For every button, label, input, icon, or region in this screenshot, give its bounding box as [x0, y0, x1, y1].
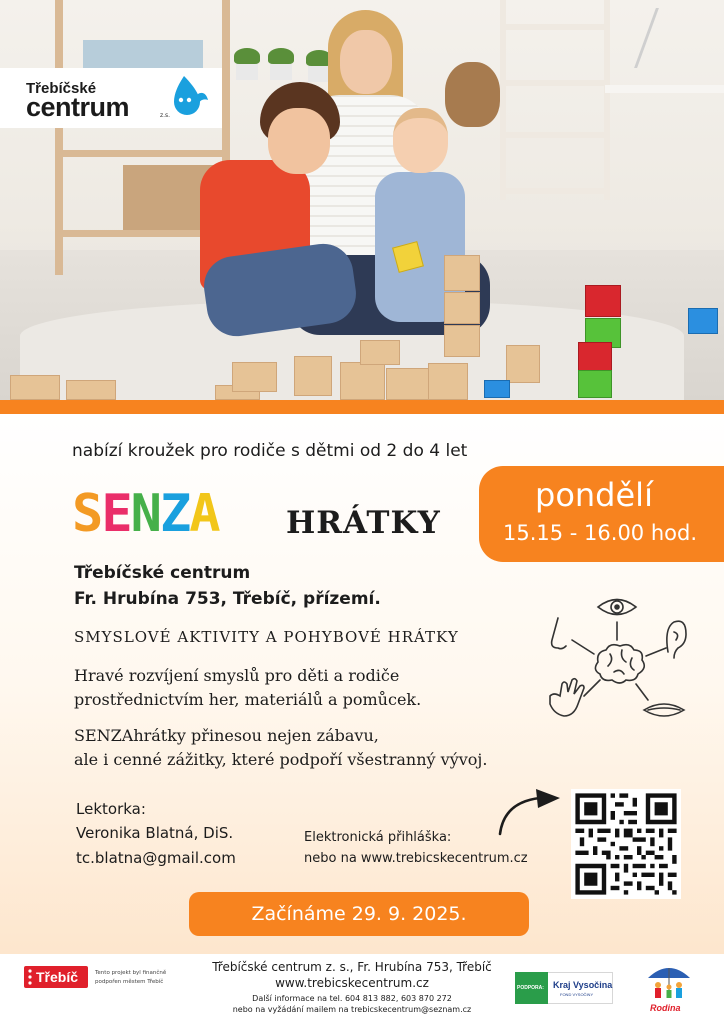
- footer-org: Třebíčské centrum z. s., Fr. Hrubína 753, Třebíč: [212, 960, 492, 974]
- activities-para2-line2: ale i cenné zážitky, které podpoří všestranný vývoj.: [74, 750, 488, 769]
- footer-info-mail: nebo na vyžádání mailem na trebicskecentrum@seznam.cz: [232, 1005, 472, 1014]
- registration-label: Elektronická přihláška:: [304, 830, 452, 845]
- region-fund: FOND VYSOČINY: [560, 992, 594, 997]
- qr-code[interactable]: [571, 789, 681, 899]
- support-label: PODPORA:: [517, 985, 544, 991]
- activities-heading: SMYSLOVÉ AKTIVITY A POHYBOVÉ HRÁTKY: [74, 628, 459, 646]
- brain-icon: [595, 645, 644, 683]
- footer-web[interactable]: www.trebicskecentrum.cz: [275, 976, 429, 990]
- logo-text-small: Třebíčské: [26, 80, 97, 97]
- logo-text-big: centrum: [26, 92, 130, 122]
- project-note-1: Tento projekt byl finančně: [95, 970, 167, 976]
- footer-info-phone: Další informace na tel. 604 813 882, 603 870 272: [252, 994, 452, 1003]
- registration-web[interactable]: nebo na www.trebicskecentrum.cz: [304, 851, 528, 866]
- activities-para2-line1: SENZAhrátky přinesou nejen zábavu,: [74, 726, 379, 745]
- activities-para1-line2: prostřednictvím her, materiálů a pomůcek.: [74, 690, 422, 709]
- title-hratky: HRÁTKY: [286, 505, 441, 541]
- venue-name: Třebíčské centrum: [74, 563, 251, 583]
- title-letter: N: [130, 484, 160, 544]
- family-logo-text: Rodina: [650, 1003, 681, 1013]
- hero-photo: [0, 0, 724, 400]
- lecturer-name: Veronika Blatná, DiS.: [76, 824, 234, 842]
- ear-icon: [667, 621, 686, 658]
- start-date-text: Začínáme 29. 9. 2025.: [251, 903, 467, 925]
- region-name: Kraj Vysočina: [553, 980, 613, 990]
- eye-icon: [598, 600, 636, 615]
- lecturer-email[interactable]: tc.blatna@gmail.com: [76, 849, 236, 867]
- mouth-icon: [644, 704, 684, 716]
- lecturer-label: Lektorka:: [76, 800, 146, 818]
- venue-address: Fr. Hrubína 753, Třebíč, přízemí.: [74, 589, 381, 609]
- title-senza: [72, 486, 219, 542]
- teddy-bear: [445, 62, 500, 127]
- curved-arrow-icon: [494, 786, 566, 838]
- title-letter: E: [101, 484, 131, 544]
- trebic-dots-icon: [27, 968, 33, 988]
- title-letter: S: [72, 484, 102, 544]
- orange-stripe: [0, 400, 724, 414]
- title-letter: Z: [159, 484, 190, 544]
- hand-icon: [550, 679, 584, 716]
- nose-icon: [552, 618, 566, 649]
- schedule-day: pondělí: [535, 476, 653, 514]
- title-letter: A: [189, 484, 219, 544]
- logo-suffix: z.s.: [160, 112, 171, 119]
- project-note-2: podpořen městem Třebíč: [95, 979, 164, 985]
- subtitle: nabízí kroužek pro rodiče s dětmi od 2 do 4 let: [72, 441, 468, 461]
- trebic-logo-text: Třebíč: [36, 969, 79, 985]
- activities-para1-line1: Hravé rozvíjení smyslů pro děti a rodiče: [74, 666, 400, 685]
- senses-diagram: [540, 588, 700, 728]
- qr-code-graphic: [571, 789, 681, 899]
- schedule-time: 15.15 - 16.00 hod.: [503, 521, 698, 545]
- white-shelf: [500, 0, 610, 200]
- water-drop-icon: [170, 74, 210, 116]
